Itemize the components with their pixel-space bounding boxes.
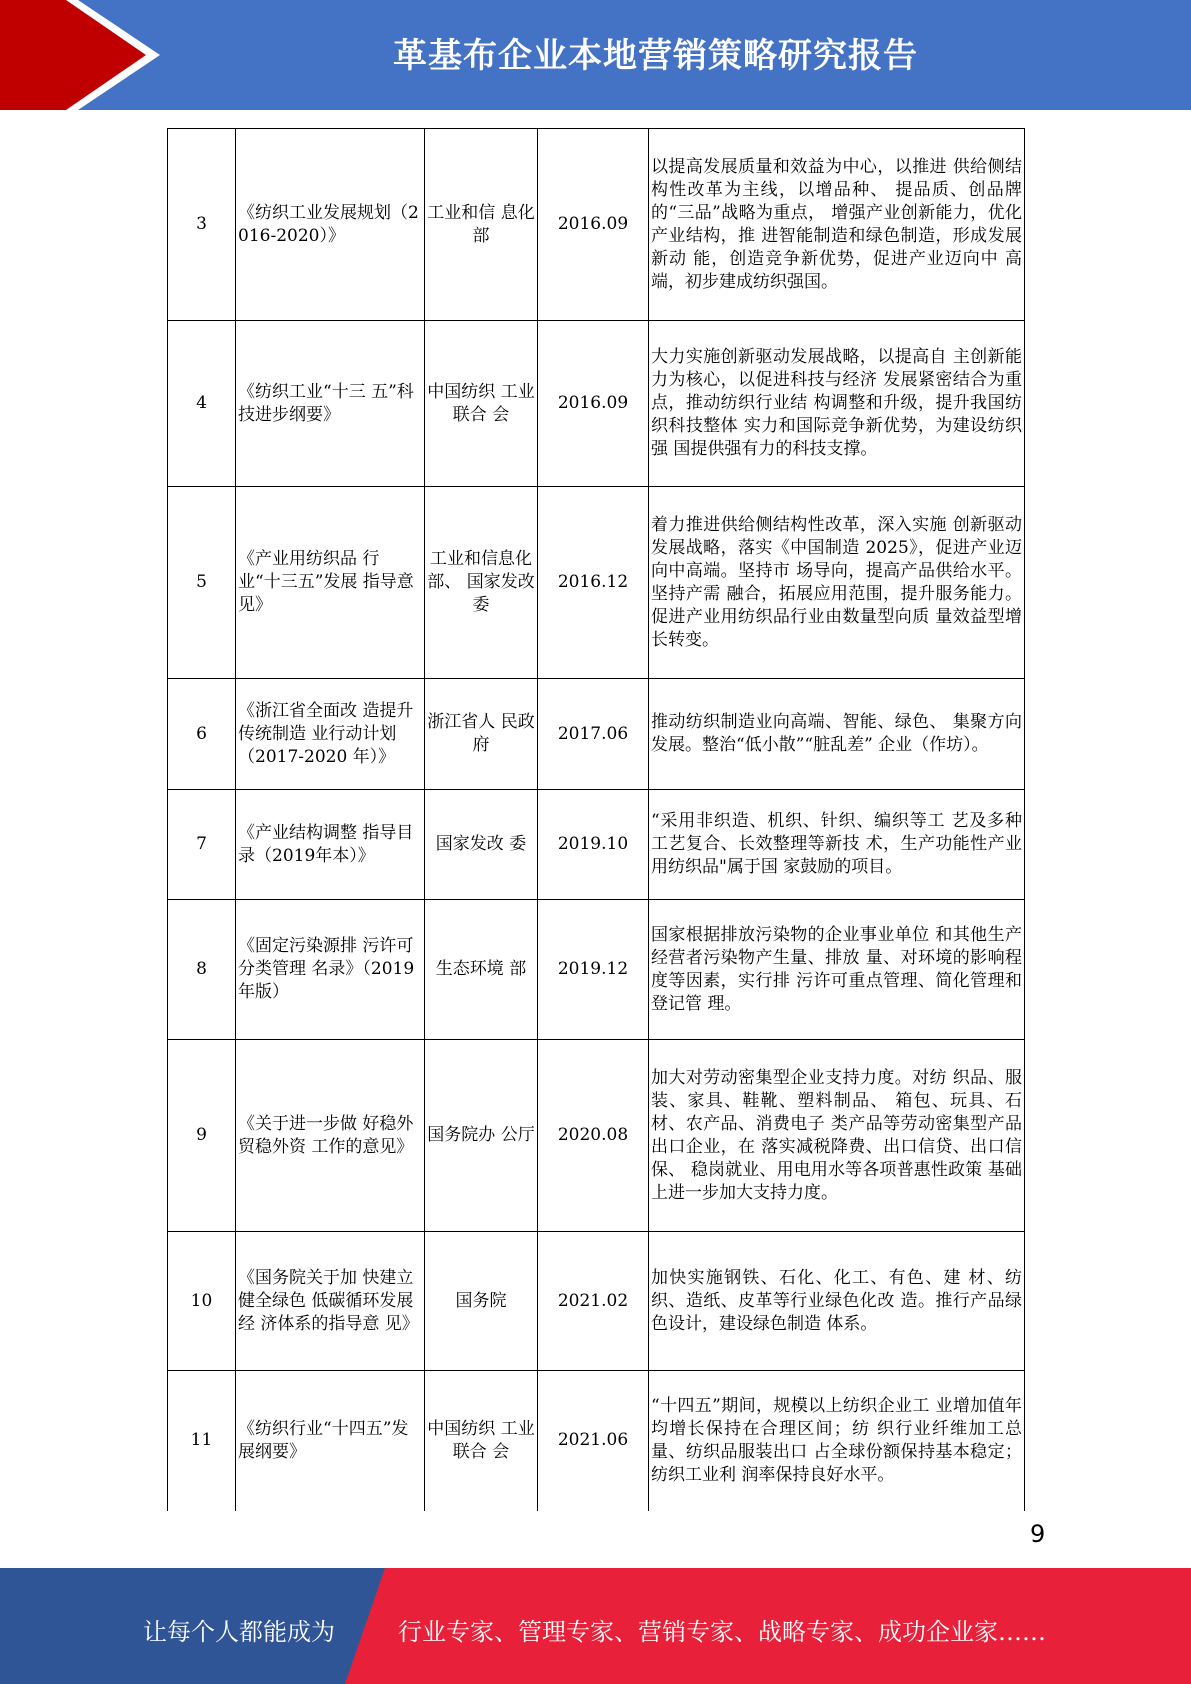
row-number: 11 [168,1371,236,1511]
policy-content: “采用非织造、机织、针织、编织等工 艺及多种工艺复合、长效整理等新技 术，生产功能性产业用纺织品"属于国 家鼓励的项目。 [649,790,1025,900]
page-number: 9 [1030,1520,1046,1548]
row-number: 9 [168,1040,236,1232]
table-row [168,487,1025,679]
row-number: 6 [168,679,236,790]
policy-content: 加大对劳动密集型企业支持力度。对纺 织品、服装、家具、鞋靴、塑料制品、 箱包、玩具、石材、农产品、消费电子 类产品等劳动密集型产品出口企业，在 落实减税降费、出口信贷、出口信保、 稳岗就业、用电用水等各项普惠性政策 基础上进一步加大支持力度。 [649,1040,1025,1232]
policy-content: 大力实施创新驱动发展战略，以提高自 主创新能力为核心，以促进科技与经济 发展紧密结合为重点，推动纺织行业结 构调整和升级，提升我国纺织科技整体 实力和国际竞争新优势，为建设纺织强 国提供强有力的科技支撑。 [649,321,1025,487]
row-number: 4 [168,321,236,487]
issuing-department: 中国纺织 工业联合 会 [425,1371,538,1511]
table-row [168,1371,1025,1511]
policy-name: 《固定污染源排 污许可分类管理 名录》（2019 年版） [236,900,425,1040]
issue-date: 2019.12 [538,900,649,1040]
policy-content: “十四五”期间，规模以上纺织企业工 业增加值年均增长保持在合理区间；纺 织行业纤维加工总量、纺织品服装出口 占全球份额保持基本稳定；纺织工业利 润率保持良好水平。 [649,1371,1025,1511]
row-number: 5 [168,487,236,679]
policy-content: 加快实施钢铁、石化、化工、有色、建 材、纺织、造纸、皮革等行业绿色化改 造。推行产品绿色设计，建设绿色制造 体系。 [649,1232,1025,1371]
footer-slogan-left: 让每个人都能成为 [143,1618,335,1646]
header-band [0,0,1191,110]
issuing-department: 生态环境 部 [425,900,538,1040]
row-number: 10 [168,1232,236,1371]
policy-name: 《产业结构调整 指导目录（2019年本）》 [236,790,425,900]
issuing-department: 工业和信 息化部 [425,129,538,321]
row-number: 3 [168,129,236,321]
issue-date: 2017.06 [538,679,649,790]
policy-content: 以提高发展质量和效益为中心，以推进 供给侧结构性改革为主线，以增品种、 提品质、创品牌的“三品”战略为重点， 增强产业创新能力，优化产业结构，推 进智能制造和绿色制造，形成发展新动 能，创造竞争新优势，促进产业迈向中 高端，初步建成纺织强国。 [649,129,1025,321]
policy-name: 《产业用纺织品 行业“十三五”发展 指导意见》 [236,487,425,679]
issue-date: 2019.10 [538,790,649,900]
table-row [168,321,1025,487]
table-row [168,129,1025,321]
policy-name: 《国务院关于加 快建立健全绿色 低碳循环发展经 济体系的指导意 见》 [236,1232,425,1371]
policy-table [167,128,1025,1511]
table-row [168,790,1025,900]
issuing-department: 浙江省人 民政府 [425,679,538,790]
row-number: 8 [168,900,236,1040]
issue-date: 2016.12 [538,487,649,679]
footer-band [0,1568,1191,1684]
report-title: 革基布企业本地营销策略研究报告 [393,36,918,76]
policy-name: 《纺织工业“十三 五”科技进步纲要》 [236,321,425,487]
issuing-department: 国务院办 公厅 [425,1040,538,1232]
policy-content: 着力推进供给侧结构性改革，深入实施 创新驱动发展战略，落实《中国制造 2025》，促进产业迈向中高端。坚持市 场导向，提高产品供给水平。坚持产需 融合，拓展应用范围，提升服务能力。 促进产业用纺织品行业由数量型向质 量效益型增长转变。 [649,487,1025,679]
issue-date: 2021.06 [538,1371,649,1511]
policy-content: 推动纺织制造业向高端、智能、绿色、 集聚方向发展。整治“低小散”“脏乱差” 企业（作坊）。 [649,679,1025,790]
issuing-department: 国务院 [425,1232,538,1371]
issue-date: 2016.09 [538,129,649,321]
issuing-department: 工业和信息化部、 国家发改 委 [425,487,538,679]
issuing-department: 中国纺织 工业联合 会 [425,321,538,487]
table-row [168,1040,1025,1232]
policy-name: 《纺织工业发展规划（2016-2020）》 [236,129,425,321]
policy-content: 国家根据排放污染物的企业事业单位 和其他生产经营者污染物产生量、排放 量、对环境的影响程度等因素，实行排 污许可重点管理、简化管理和登记管 理。 [649,900,1025,1040]
issuing-department: 国家发改 委 [425,790,538,900]
policy-name: 《浙江省全面改 造提升传统制造 业行动计划（2017-2020 年）》 [236,679,425,790]
footer-slogan-right: 行业专家、管理专家、营销专家、战略专家、成功企业家…… [398,1618,1046,1646]
issue-date: 2016.09 [538,321,649,487]
table-row [168,900,1025,1040]
issue-date: 2020.08 [538,1040,649,1232]
policy-name: 《关于进一步做 好稳外贸稳外资 工作的意见》 [236,1040,425,1232]
row-number: 7 [168,790,236,900]
table-row [168,679,1025,790]
policy-name: 《纺织行业“十四五”发展纲要》 [236,1371,425,1511]
table-row [168,1232,1025,1371]
issue-date: 2021.02 [538,1232,649,1371]
